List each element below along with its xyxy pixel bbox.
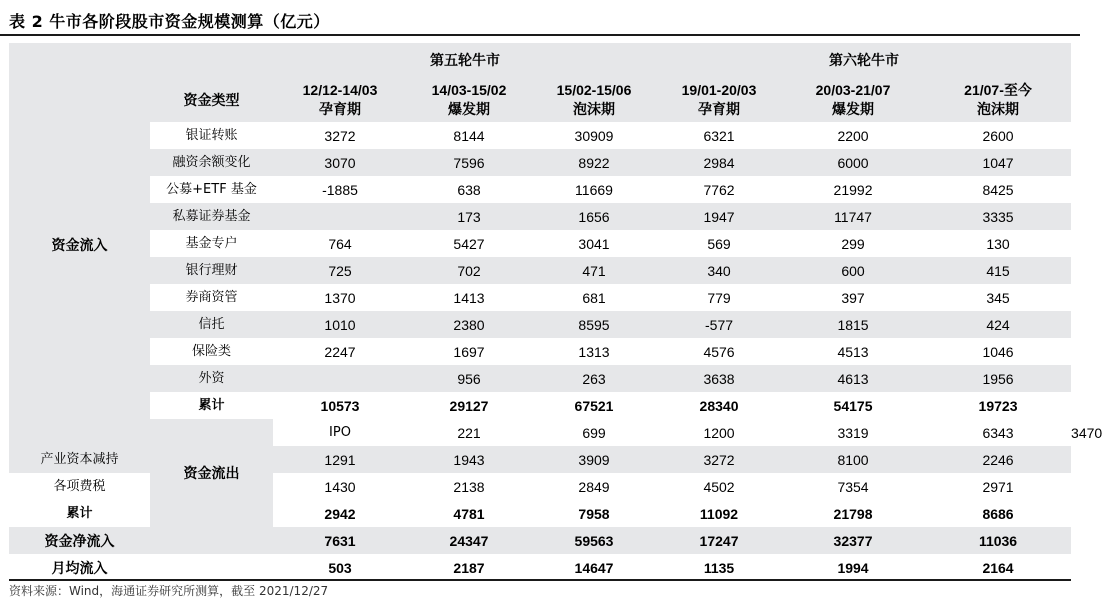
row-label: 银证转账: [185, 127, 238, 143]
cell: 1135: [703, 559, 735, 576]
cell: 2138: [453, 478, 485, 495]
cell: 28340: [699, 397, 739, 414]
cell: 1046: [982, 343, 1014, 360]
cell: 6000: [781, 149, 925, 176]
cell: 21992: [833, 181, 873, 198]
cell: 725: [273, 257, 407, 284]
cell: 2164: [982, 559, 1014, 576]
cell: 2849: [578, 478, 610, 495]
group-header-5: 第五轮牛市: [273, 43, 657, 77]
cell: 2984: [657, 149, 781, 176]
table-row: [9, 203, 1071, 230]
row-label: 券商资管: [185, 289, 238, 305]
row-label: 保险类: [191, 343, 231, 359]
cell: 3070: [273, 149, 407, 176]
cell: 14647: [574, 559, 614, 576]
cell: 7631: [273, 527, 407, 554]
cell: 569: [707, 235, 731, 252]
cell: 17247: [657, 527, 781, 554]
cell: 600: [781, 257, 925, 284]
cell: 19723: [978, 397, 1018, 414]
row-label: 信托: [150, 311, 273, 338]
cell: 699: [582, 424, 606, 441]
outflow-category: 资金流出: [150, 419, 273, 527]
period-header: 19/01-20/03 孕育期: [657, 77, 781, 122]
cell: 67521: [574, 397, 614, 414]
cell: 2971: [982, 478, 1014, 495]
inflow-total-row: [9, 392, 1071, 419]
cell: 702: [407, 257, 531, 284]
cell: 5427: [453, 235, 485, 252]
cell: 3041: [578, 235, 610, 252]
row-label: IPO: [329, 424, 351, 440]
net-inflow-row: [9, 527, 1071, 554]
period-header: 12/12-14/03 孕育期: [273, 77, 407, 122]
table-row: [9, 176, 1071, 203]
cell: 8922: [531, 149, 657, 176]
cell: 8425: [982, 181, 1014, 198]
cell: 415: [925, 257, 1071, 284]
row-label: 融资余额变化: [150, 149, 273, 176]
cell: 11036: [925, 527, 1071, 554]
cell: 11669: [575, 181, 613, 198]
cell: 32377: [781, 527, 925, 554]
cell: 1047: [925, 149, 1071, 176]
cell: 7762: [703, 181, 735, 198]
cell: [273, 365, 407, 392]
cell: 681: [582, 289, 606, 306]
row-label: 产业资本减持: [9, 446, 150, 473]
cell: 345: [986, 289, 1010, 306]
cell: 764: [328, 235, 352, 252]
cell: 11747: [781, 203, 925, 230]
cell: 21798: [833, 505, 873, 522]
table-row: [9, 122, 1071, 149]
cell: 3272: [657, 446, 781, 473]
cell: 1994: [837, 559, 869, 576]
table-row: [9, 257, 1071, 284]
bottom-rule: [9, 579, 1071, 581]
cell: 8686: [982, 505, 1014, 522]
group-header-row: [9, 43, 1071, 77]
cell: 30909: [574, 127, 614, 144]
monthly-inflow-row: [9, 554, 1071, 581]
table-row: 资金流出 IPO 221 699 1200 3319 6343 3470: [9, 419, 1071, 446]
cell: 2942: [324, 505, 356, 522]
cell: 3335: [925, 203, 1071, 230]
cell: 1943: [407, 446, 531, 473]
group-header-6: 第六轮牛市: [657, 43, 1071, 77]
cell: 3319: [837, 424, 869, 441]
cell: 424: [925, 311, 1071, 338]
cell: 1291: [273, 446, 407, 473]
row-label: 公募+ETF 基金: [166, 181, 257, 197]
cell: 1956: [925, 365, 1071, 392]
table-row: [9, 149, 1071, 176]
cell: 2246: [925, 446, 1071, 473]
cell: 8144: [453, 127, 485, 144]
cell: 1656: [531, 203, 657, 230]
source-note: 资料来源：Wind，海通证券研究所测算，截至 2021/12/27: [9, 584, 329, 598]
cell: 1313: [578, 343, 610, 360]
cell: 4613: [781, 365, 925, 392]
cell: 2380: [407, 311, 531, 338]
cell: 2600: [982, 127, 1014, 144]
cell: 29127: [449, 397, 489, 414]
table-row: [9, 230, 1071, 257]
cell: 1413: [453, 289, 485, 306]
cell: 340: [657, 257, 781, 284]
cell: 2200: [837, 127, 869, 144]
cell: -577: [657, 311, 781, 338]
cell: 54175: [833, 397, 873, 414]
cell: 1815: [781, 311, 925, 338]
table-row: [9, 311, 1071, 338]
cell: 10573: [320, 397, 360, 414]
cell: -1885: [322, 181, 358, 198]
table-row: [9, 365, 1071, 392]
cell: 7596: [407, 149, 531, 176]
row-label: 累计: [198, 397, 225, 413]
type-header: 资金类型: [150, 77, 273, 122]
cell: 1370: [324, 289, 356, 306]
fund-flow-table: [9, 43, 1102, 581]
cell: 130: [986, 235, 1010, 252]
cell: 4576: [703, 343, 735, 360]
monthly-inflow-label: 月均流入: [9, 554, 150, 581]
inflow-category: 资金流入: [9, 43, 150, 446]
period-header: 15/02-15/06 泡沫期: [531, 77, 657, 122]
period-header: 21/07-至今 泡沫期: [925, 77, 1071, 122]
cell: 59563: [531, 527, 657, 554]
cell: 8100: [781, 446, 925, 473]
cell: 11092: [699, 505, 739, 522]
cell: 24347: [407, 527, 531, 554]
table-row: [9, 284, 1071, 311]
cell: 2247: [324, 343, 356, 360]
cell: 173: [407, 203, 531, 230]
cell: 3909: [531, 446, 657, 473]
cell: [273, 203, 407, 230]
cell: 3638: [657, 365, 781, 392]
cell: 8595: [531, 311, 657, 338]
row-label: 私募证券基金: [150, 203, 273, 230]
cell: 1010: [273, 311, 407, 338]
cell: 1947: [657, 203, 781, 230]
cell: 397: [841, 289, 865, 306]
table-title: 表 2 牛市各阶段股市资金规模测算（亿元）: [9, 12, 330, 31]
period-header-row: [9, 77, 1071, 122]
cell: 1430: [324, 478, 356, 495]
cell: 503: [328, 559, 352, 576]
cell: 471: [531, 257, 657, 284]
cell: 638: [457, 181, 481, 198]
net-inflow-label: 资金净流入: [9, 527, 150, 554]
row-label: 基金专户: [185, 235, 238, 251]
period-header: 14/03-15/02 爆发期: [407, 77, 531, 122]
cell: 6321: [703, 127, 735, 144]
cell: 4781: [453, 505, 485, 522]
row-label: 累计: [66, 505, 93, 521]
period-header: 20/03-21/07 爆发期: [781, 77, 925, 122]
cell: 6343: [982, 424, 1014, 441]
cell: 263: [531, 365, 657, 392]
cell: 7958: [578, 505, 610, 522]
cell: 7354: [837, 478, 869, 495]
cell: 299: [841, 235, 865, 252]
row-label: 各项费税: [53, 478, 106, 494]
cell: 4502: [703, 478, 735, 495]
table-row: [9, 338, 1071, 365]
row-label: 外资: [150, 365, 273, 392]
cell: 2187: [453, 559, 485, 576]
cell: 779: [707, 289, 731, 306]
cell: 221: [457, 424, 481, 441]
cell: 1200: [703, 424, 735, 441]
cell: 956: [407, 365, 531, 392]
cell: 1697: [453, 343, 485, 360]
title-bar: [0, 0, 1080, 36]
row-label: 银行理财: [150, 257, 273, 284]
cell: 3272: [324, 127, 356, 144]
cell: 4513: [837, 343, 869, 360]
